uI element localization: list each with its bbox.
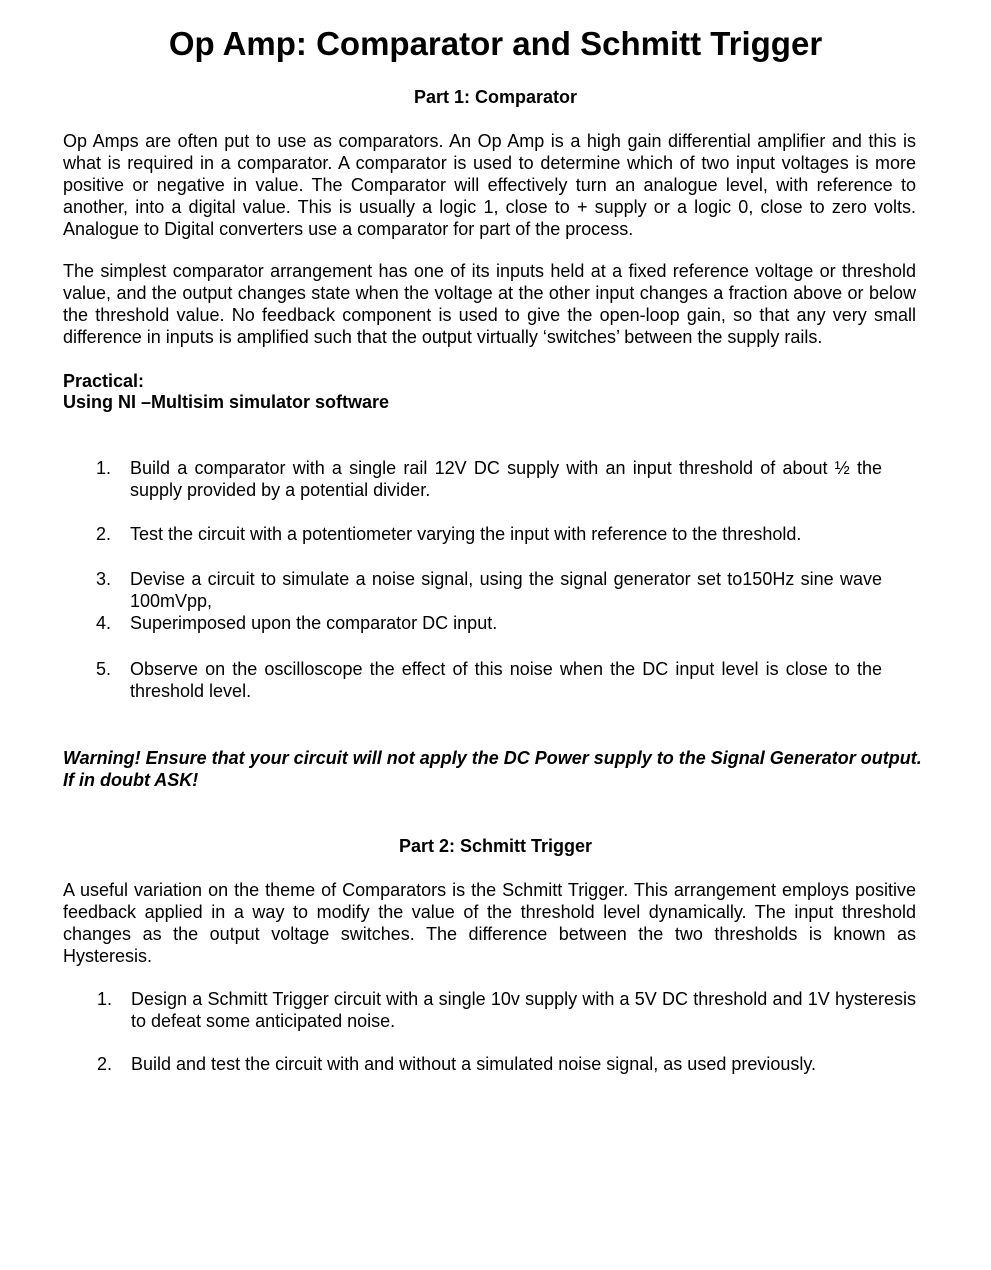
list-item-number: 5. <box>96 659 112 679</box>
list-item-text: Observe on the oscilloscope the effect of this noise when the DC input level is close to the threshold level. <box>130 659 882 701</box>
list-item-text: Test the circuit with a potentiometer varying the input with reference to the threshold. <box>130 524 802 544</box>
list-item-text: Build a comparator with a single rail 12V DC supply with an input threshold of about ½ the supply provided by a potential divider. <box>130 458 882 500</box>
warning-note: Warning! Ensure that your circuit will not apply the DC Power supply to the Signal Generator output. If in doubt ASK! <box>63 748 922 790</box>
part2-paragraph: A useful variation on the theme of Comparators is the Schmitt Trigger. This arrangement employs positive feedback applied in a way to modify the value of the threshold level dynamically. The input threshold changes as the output voltage switches. The difference between the two thresholds is known as Hysteresis. <box>63 880 916 966</box>
list-item-text: Devise a circuit to simulate a noise signal, using the signal generator set to150Hz sine wave 100mVpp, <box>130 569 882 611</box>
part1-heading: Part 1: Comparator <box>413 87 578 107</box>
list-item-text: Superimposed upon the comparator DC input. <box>130 613 498 633</box>
page-title: Op Amp: Comparator and Schmitt Trigger <box>168 25 823 62</box>
software-label: Using NI –Multisim simulator software <box>63 392 390 412</box>
practical-label: Practical: <box>63 371 145 391</box>
list-item-number: 4. <box>96 613 112 633</box>
list-item-number: 1. <box>97 989 113 1009</box>
part1-paragraph-2: The simplest comparator arrangement has one of its inputs held at a fixed reference voltage or threshold value, and the output changes state when the voltage at the other input changes a fraction above or below the threshold value. No feedback component is used to give the open-loop gain, so that any very small difference in inputs is amplified such that the output virtually ‘switches’ between the supply rails. <box>63 261 916 347</box>
list-item-text: Build and test the circuit with and without a simulated noise signal, as used previously. <box>131 1054 817 1074</box>
list-item-number: 2. <box>97 1054 113 1074</box>
list-item-number: 3. <box>96 569 112 589</box>
list-item-number: 2. <box>96 524 112 544</box>
part2-heading: Part 2: Schmitt Trigger <box>398 836 593 856</box>
list-item-number: 1. <box>96 458 112 478</box>
list-item-text: Design a Schmitt Trigger circuit with a single 10v supply with a 5V DC threshold and 1V hysteresis to defeat some anticipated noise. <box>131 989 916 1031</box>
part1-paragraph-1: Op Amps are often put to use as comparators. An Op Amp is a high gain differential amplifier and this is what is required in a comparator. A comparator is used to determine which of two input voltages is more positive or negative in value. The Comparator will effectively turn an analogue level, with reference to another, into a digital value. This is usually a logic 1, close to + supply or a logic 0, close to zero volts. Analogue to Digital converters use a comparator for part of the process. <box>63 131 916 239</box>
